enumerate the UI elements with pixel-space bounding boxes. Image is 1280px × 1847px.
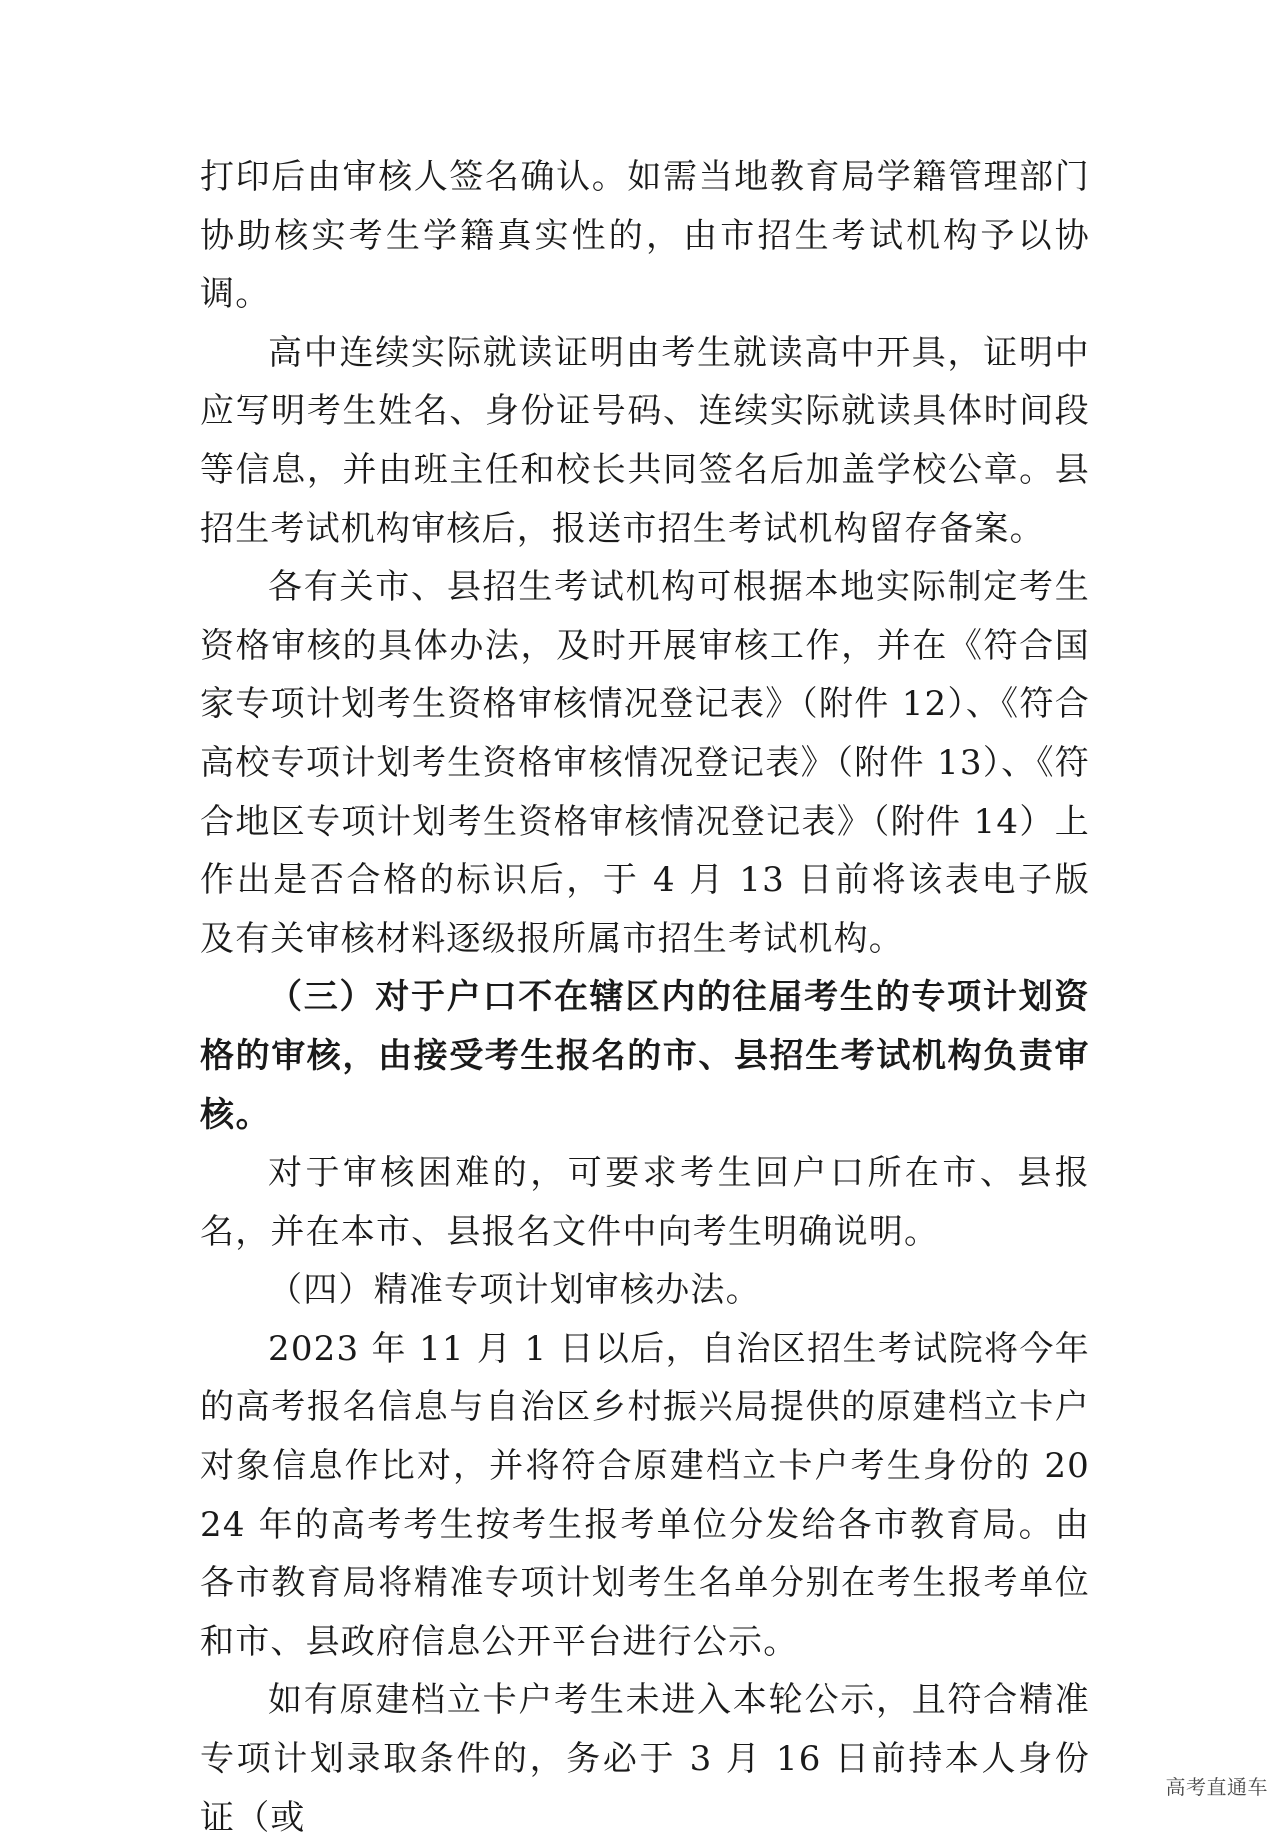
section-heading-4: （四）精准专项计划审核办法。 [268, 1270, 761, 1311]
paragraph-difficult-audit: 对于审核困难的，可要求考生回户口所在市、县报名，并在本市、县报名文件中向考生明确说明。 [200, 1153, 1090, 1252]
paragraph-precision-plan: 2023 年 11 月 1 日以后，自治区招生考试院将今年的高考报名信息与自治区乡村振兴局提供的原建档立卡户对象信息作比对，并将符合原建档立卡户考生身份的 2024 年的高考考生按考生报考单位分发给各市教育局。由各市教育局将精准专项计划考生名单分别在考生报考单位和市、县政府信息公开平台进行公示。 [200, 1328, 1090, 1662]
watermark-text: 高考直通车 [1165, 1775, 1268, 1799]
section-heading-3: （三）对于户口不在辖区内的往届考生的专项计划资格的审核，由接受考生报名的市、县招生考试机构负责审核。 [200, 977, 1090, 1135]
paragraph-enrollment-proof: 高中连续实际就读证明由考生就读高中开具，证明中应写明考生姓名、身份证号码、连续实际就读具体时间段等信息，并由班主任和校长共同签名后加盖学校公章。县招生考试机构审核后，报送市招生考试机构留存备案。 [200, 332, 1090, 549]
document-body [200, 148, 1090, 1847]
paragraph-not-in-publicity: 如有原建档立卡户考生未进入本轮公示，且符合精准专项计划录取条件的，务必于 3 月 16 日前持本人身份证（或 [200, 1680, 1090, 1838]
paragraph-audit-methods: 各有关市、县招生考试机构可根据本地实际制定考生资格审核的具体办法，及时开展审核工作，并在《符合国家专项计划考生资格审核情况登记表》（附件 12）、《符合高校专项计划考生资格审核情况登记表》（附件 13）、《符合地区专项计划考生资格审核情况登记表》（附件 14）上作出是否合格的标识后，于 4 月 13 日前将该表电子版及有关审核材料逐级报所属市招生考试机构。 [200, 567, 1090, 959]
paragraph-audit-signature: 打印后由审核人签名确认。如需当地教育局学籍管理部门协助核实考生学籍真实性的，由市招生考试机构予以协调。 [200, 157, 1090, 315]
